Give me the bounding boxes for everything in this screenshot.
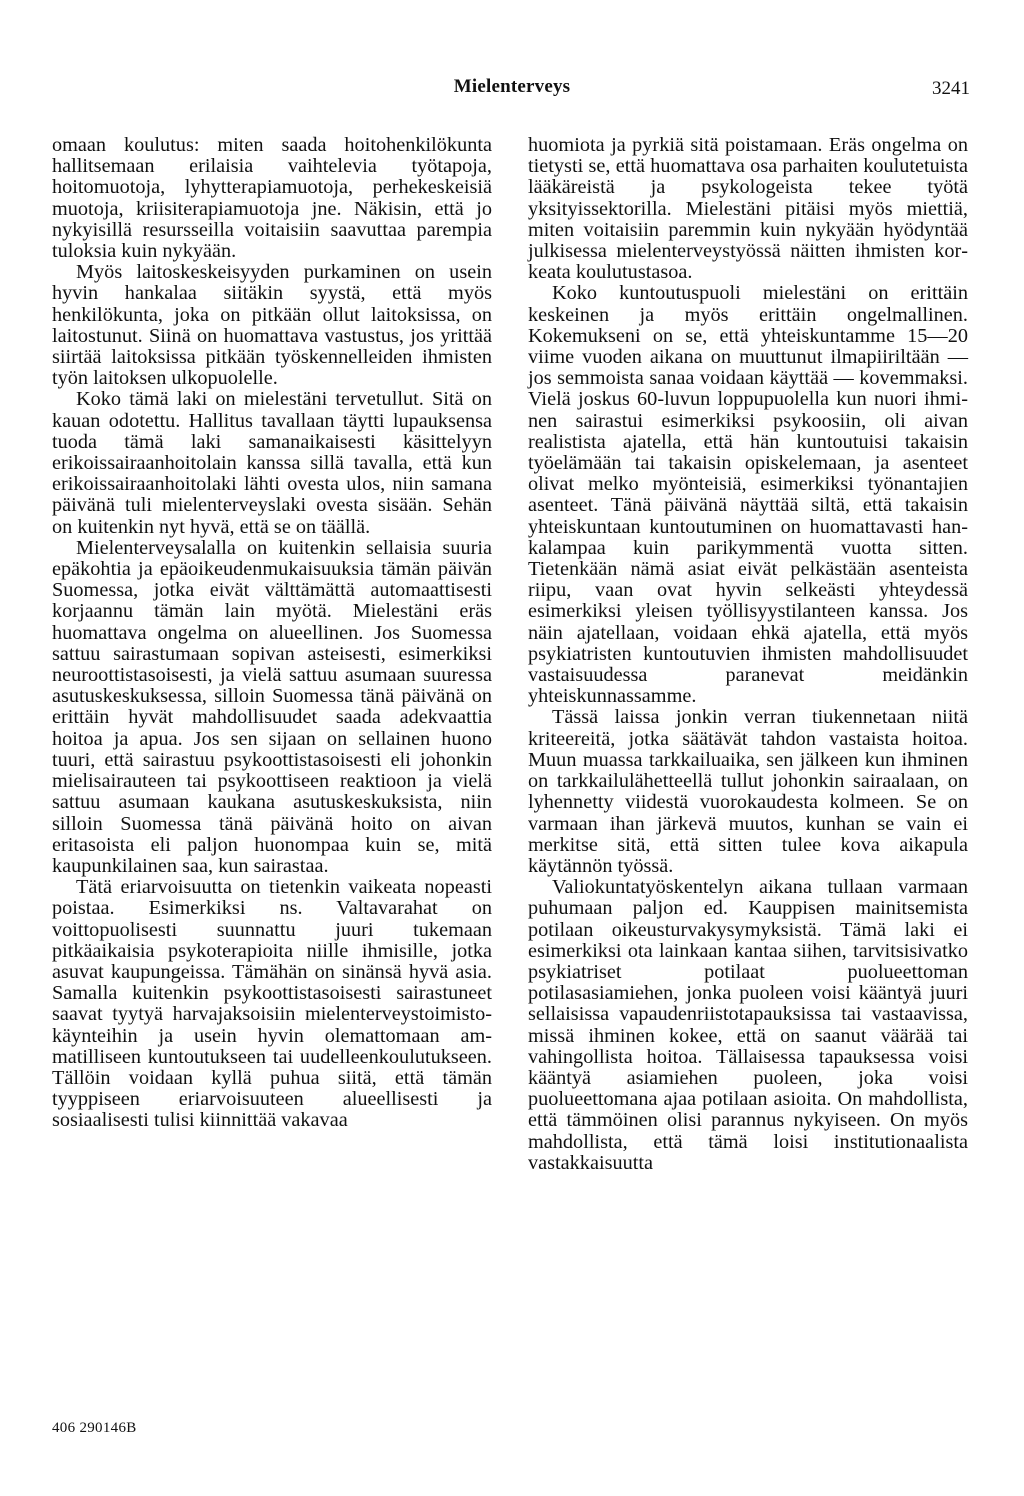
- right-column: [528, 135, 968, 1174]
- running-header-title: Mielenterveys: [453, 76, 571, 97]
- left-column: [52, 135, 492, 1132]
- footer-code: 406 290146B: [52, 1420, 137, 1436]
- paragraph: Tätä eriarvoisuutta on tietenkin vaikeata nopeasti poistaa. Esimerkiksi ns. Valtavarahat on voittopuolisesti suunnattu juuri tukemaan pitkäaikaisia psykoterapioita niille ihmisille, jotka asuvat kaupungeissa. Tämähän on sinänsä hyvä asia. Samalla kuitenkin psykoottistasoisesti sairastuneet saavat tyytyä harvajaksoisiin mielenterveystoimistokäynteihin ja usein hyvin olemattomaan ammatilliseen kuntoutukseen tai uudelleenkoulutukseen. Tällöin voidaan kyllä puhua siitä, että tämän tyyppiseen eriarvoisuuteen alueellisesti ja sosiaalisesti tulisi kiinnittää vakavaa: [52, 876, 492, 1132]
- paragraph: Myös laitoskeskeisyyden purkaminen on usein hyvin hankalaa siitäkin syystä, että myös henkilökunta, joka on pitkään ollut laitoksissa, on laitostunut. Siinä on huomattava vastustus, jos yrittää siirtää laitoksissa pitkään työskennelleiden ihmisten työn laitoksen ulkopuolelle.: [52, 261, 492, 390]
- paragraph: huomiota ja pyrkiä sitä poistamaan. Eräs ongelma on tietysti se, että huomattava osa parhaiten koulutetuista lääkäreistä ja psykologeista tekee työtä yksityissektorilla. Mielestäni pitäisi myös miettiä, miten voitaisiin paremmin kuin nykyään hyödyntää julkisessa mielenterveystyössä näitten ihmisten korkeata koulutustasoa.: [528, 134, 968, 284]
- paragraph: omaan koulutus: miten saada hoitohenkilökunta hallitsemaan erilaisia vaihtelevia työtapoja, hoitomuotoja, lyhytterapiamuotoja, perhekeskeisiä muotoja, kriisiterapiamuotoja jne. Näkisin, että jo nykyisillä resursseilla voitaisiin saavuttaa parempia tuloksia kuin nykyään.: [52, 134, 492, 263]
- paragraph: Koko kuntoutuspuoli mielestäni on erittäin keskeinen ja myös erittäin ongelmallinen. Kokemukseni on se, että yhteiskuntamme 15—20 viime vuoden aikana on muuttunut ilmapiiriltään — jos semmoista sanaa voidaan käyttää — kovemmaksi. Vielä joskus 60-luvun loppupuolella kun nuori ihminen sairastui esimerkiksi psykoosiin, oli aivan realistista ajatella, että hän kuntoutuisi takaisin työelämään tai takaisin opiskelemaan, ja asenteet olivat melko myönteisiä, esimerkiksi työnantajien asenteet. Tänä päivänä näyttää siltä, että takaisin yhteiskuntaan kuntoutuminen on huomattavasti hankalampaa kuin parikymmentä vuotta sitten. Tietenkään nämä asiat eivät pelkästään asenteista riipu, vaan ovat hyvin selkeästi yhteydessä esimerkiksi yleisen työllisyystilanteen kanssa. Jos näin ajatellaan, voidaan ehkä ajatella, että myös psykiatristen kuntoutuvien ihmisten mahdollisuudet vastaisuudessa paranevat meidänkin yhteiskunnassamme.: [528, 282, 968, 708]
- paragraph: Mielenterveysalalla on kuitenkin sellaisia suuria epäkohtia ja epäoikeudenmukaisuuksia tämän päivän Suomessa, jotka eivät välttämättä automaattisesti korjaannu tämän lain myötä. Mielestäni eräs huomattava ongelma on alueellinen. Jos Suomessa sattuu sairastumaan sopivan asteisesti, esimerkiksi neuroottistasoisesti, ja vielä sattuu asumaan suuressa asutuskeskuksessa, silloin Suomessa tänä päivänä on erittäin hyvät mahdollisuudet saada adekvaattia hoitoa ja apua. Jos sen sijaan on sellainen huono tuuri, että sairastuu psykoottistasoisesti eli johonkin mielisairauteen tai psykoottiseen reaktioon ja vielä sattuu asumaan kaukana asutuskeskuksista, niin silloin Suomessa tänä päivänä hoito on aivan eritasoista eli paljon huonompaa kuin se, mitä kaupunkilainen saa, kun sairastaa.: [52, 536, 492, 877]
- paragraph: Valiokuntatyöskentelyn aikana tullaan varmaan puhumaan paljon ed. Kauppisen mainitsemista potilaan oikeusturvakysymyksistä. Tämä laki ei esimerkiksi ota lainkaan kantaa siihen, tarvitsisivatko psykiatriset potilaat puolueettoman potilasasiamiehen, jonka puoleen voisi kääntyä juuri sellaisissa vapaudenriistotapauksissa tai vastaavissa, missä ihminen kokee, että on saanut väärää tai vahingollista hoitoa. Tällaisessa tapauksessa voisi kääntyä asiamiehen puoleen, joka voisi puolueettomana ajaa potilaan asioita. On mahdollista, että tämmöinen olisi parannus nykyiseen. On myös mahdollista, että tämä loisi institutionaalista vastakkaisuutta: [528, 876, 968, 1174]
- page-number: 3241: [932, 78, 970, 99]
- paragraph: Koko tämä laki on mielestäni tervetullut. Sitä on kauan odotettu. Hallitus tavallaan täytti lupauksensa tuoda tämä laki samanaikaisesti käsittelyyn erikoissairaanhoitolain kanssa sillä tavalla, että kun erikoissairaanhoitolaki lähti ovesta ulos, niin samana päivänä tuli mielenterveyslaki ovesta sisään. Sehän on kuitenkin nyt hyvä, että se on täällä.: [52, 388, 492, 538]
- paragraph: Tässä laissa jonkin verran tiukennetaan niitä kriteereitä, jotka säätävät tahdon vastaista hoitoa. Muun muassa tarkkailuaika, sen jälkeen kun ihminen on tarkkailulähetteellä tullut johonkin sairaalaan, on lyhennetty viidestä vuorokaudesta kolmeen. Se on varmaan ihan järkevä muutos, kunhan se vain ei merkitse sitä, että sitten tulee kova aikapula käytännön työssä.: [528, 706, 968, 877]
